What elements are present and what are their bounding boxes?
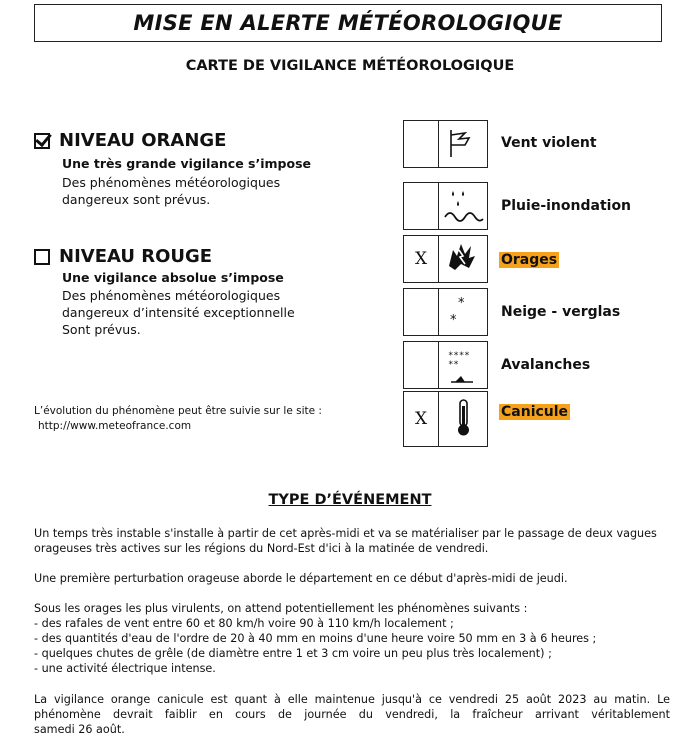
title-box: [34, 4, 662, 42]
phenomenon-label: Orages: [501, 252, 558, 268]
phenomenon-box: [403, 120, 488, 168]
phenomenon-icon-cell: [439, 342, 487, 388]
event-paragraph-1: [34, 526, 670, 556]
phenomenon-mark-cell: [404, 289, 439, 335]
phenomenon-icon-cell: [439, 289, 487, 335]
level-orange-description: [62, 174, 280, 208]
checkbox-checked-icon: [34, 133, 50, 149]
avalanche-icon: [439, 342, 489, 388]
paragraph-line: La vigilance orange canicule est quant à elle maintenue jusqu'à ce vendredi 25 août 2023 au matin. Le: [34, 693, 670, 706]
phenomenon-label: Avalanches: [501, 357, 591, 373]
description-line: Des phénomènes météorologiques: [62, 288, 281, 303]
page-subtitle: CARTE DE VIGILANCE MÉTÉOROLOGIQUE: [185, 58, 515, 74]
phenomenon-box: [403, 341, 488, 389]
level-orange-label: NIVEAU ORANGE: [59, 130, 227, 151]
svg-text:****: ****: [448, 351, 470, 361]
phenomenon-box: [403, 391, 488, 447]
evolution-text: L’évolution du phénomène peut être suivie sur le site :: [34, 405, 322, 417]
wind-flag-icon: [439, 121, 489, 167]
list-item: - des quantités d'eau de l'ordre de 20 à 40 mm en moins d'une heure voire 50 mm en 3 à 6 heures ;: [34, 632, 597, 645]
phenomenon-mark-cell: [404, 342, 439, 388]
page-title: MISE EN ALERTE MÉTÉOROLOGIQUE: [133, 11, 563, 35]
phenomenon-label: Vent violent: [501, 135, 597, 151]
svg-text:*: *: [458, 296, 465, 311]
phenomenon-box: [403, 235, 488, 283]
phenomenon-label: Neige - verglas: [501, 304, 621, 320]
phenomenon-label: Canicule: [501, 404, 569, 420]
description-line: dangereux sont prévus.: [62, 192, 211, 207]
phenomenon-label: Pluie-inondation: [501, 198, 632, 214]
phenomenon-mark: X: [414, 409, 428, 429]
phenomenon-box: [403, 182, 488, 230]
event-section-title: TYPE D’ÉVÉNEMENT: [268, 492, 432, 508]
paragraph-line: phénomène devrait faiblir en cours de journée du vendredi, la fraîcheur arrivant véritablement: [34, 708, 670, 721]
phenomenon-mark-cell: [404, 236, 439, 282]
paragraph-line: samedi 26 août.: [34, 723, 125, 736]
list-item: - des rafales de vent entre 60 et 80 km/h voire 90 à 110 km/h localement ;: [34, 617, 454, 630]
list-item: - quelques chutes de grêle (de diamètre entre 1 et 3 cm voire un peu plus très localement) ;: [34, 647, 552, 660]
level-orange-headline: Une très grande vigilance s’impose: [62, 156, 311, 171]
snow-icon: [439, 289, 489, 335]
level-rouge-headline: Une vigilance absolue s’impose: [62, 270, 284, 285]
storm-icon: [439, 236, 489, 282]
evolution-note: [34, 404, 322, 434]
level-rouge-label: NIVEAU ROUGE: [59, 246, 213, 267]
event-paragraph-4: [34, 692, 670, 737]
phenomenon-icon-cell: [439, 236, 487, 282]
description-line: dangereux d’intensité exceptionnelle: [62, 305, 295, 320]
paragraph-line: orageuses très actives sur les régions du Nord-Est d'ici à la matinée de vendredi.: [34, 542, 489, 555]
paragraph-line: Sous les orages les plus virulents, on attend potentiellement les phénomènes suivants :: [34, 602, 528, 615]
list-item: - une activité électrique intense.: [34, 662, 216, 675]
thermometer-icon: [439, 392, 489, 446]
phenomenon-box: [403, 288, 488, 336]
meteofrance-link[interactable]: http://www.meteofrance.com: [38, 420, 192, 432]
event-paragraph-3: [34, 601, 670, 676]
svg-text:*: *: [450, 313, 457, 328]
event-paragraph-2: Une première perturbation orageuse aborde le département en ce début d'après-midi de jeudi.: [34, 572, 568, 585]
level-rouge-description: [62, 287, 295, 338]
phenomenon-icon-cell: [439, 121, 487, 167]
phenomenon-mark-cell: [404, 392, 439, 446]
checkbox-empty-icon: [34, 249, 50, 265]
description-line: Sont prévus.: [62, 322, 141, 337]
phenomenon-mark-cell: [404, 121, 439, 167]
phenomenon-icon-cell: [439, 183, 487, 229]
phenomenon-mark-cell: [404, 183, 439, 229]
phenomenon-icon-cell: [439, 392, 487, 446]
level-rouge: [34, 246, 212, 267]
description-line: Des phénomènes météorologiques: [62, 175, 281, 190]
phenomenon-mark: X: [414, 249, 428, 269]
level-orange: [34, 130, 226, 151]
svg-text:**: **: [448, 360, 459, 370]
rain-flood-icon: [439, 183, 489, 229]
paragraph-line: Un temps très instable s'installe à partir de cet après-midi et va se matérialiser par le passage de deux vagues: [34, 527, 657, 540]
